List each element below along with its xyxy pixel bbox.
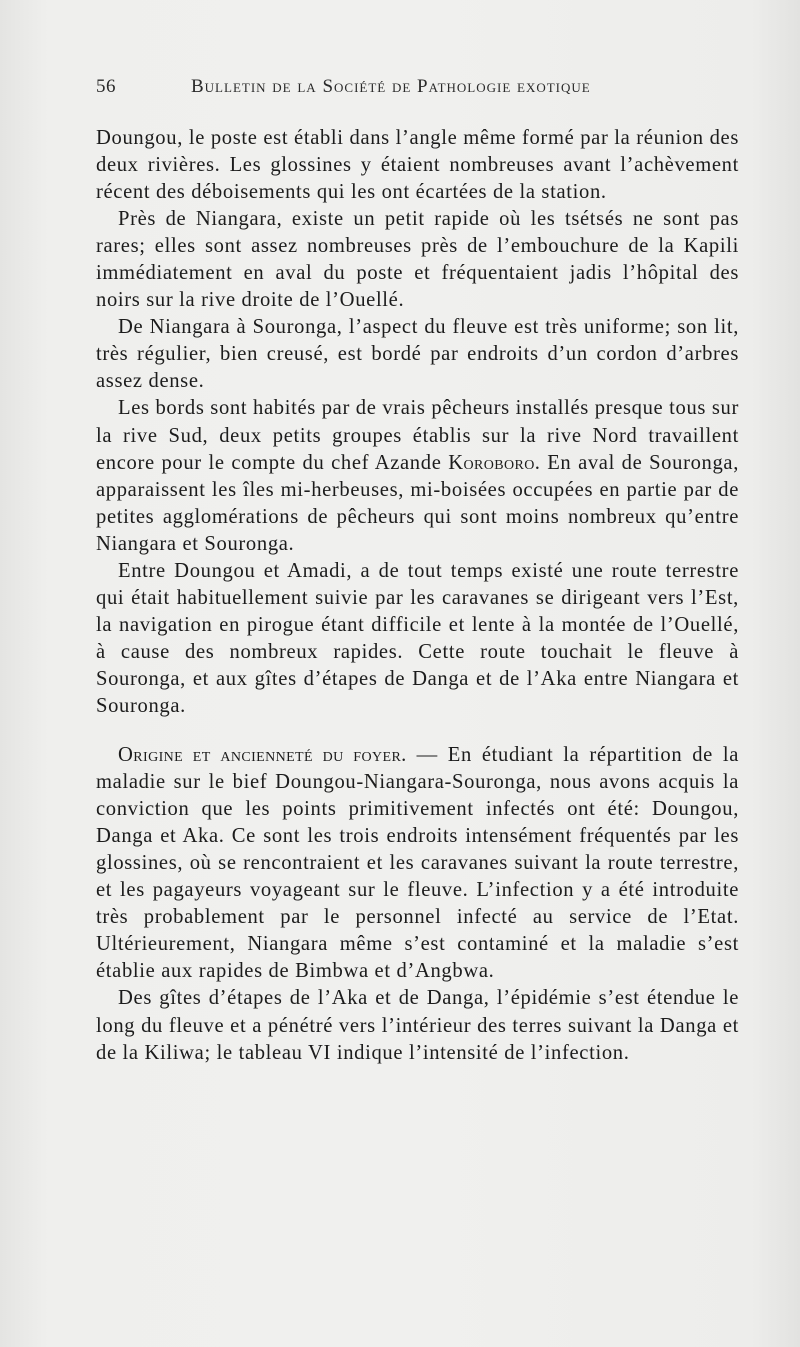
paragraph-5: Entre Doungou et Amadi, a de tout temps existé une route terrestre qui était habituellement suivie par les caravanes se dirigeant vers l’Est, la navigation en pirogue étant difficile et lente à la montée de l’Ouellé, à cause des nombreux rapides. Cette route touchait le fleuve à Souronga, et aux gîtes d’étapes de Danga et de l’Aka entre Niangara et Souronga. <box>96 559 739 717</box>
page-number: 56 <box>96 76 116 97</box>
paragraph-4-before: Les bords sont habités par de vrais pêcheurs installés presque tous sur la rive Sud, deux petits groupes établis sur la rive Nord travaillent encore pour le compte du chef Azande <box>96 397 739 474</box>
running-title: Bulletin de la Société de Pathologie exotique <box>191 76 591 97</box>
final-paragraph: Des gîtes d’étapes de l’Aka et de Danga, l’épidémie s’est étendue le long du fleuve et a pénétré vers l’intérieur des terres suivant la Danga et de la Kiliwa; le tableau VI indique l’intensité de l’infection. <box>96 987 739 1064</box>
section-text: — En étudiant la répartition de la maladie sur le bief Doungou-Niangara-Souronga, nous avons acquis la conviction que les points primitivement infectés ont été: Doungou, Danga et Aka. Ce sont les trois endroits intensément fréquentés par les glossines, où se rencontraient et les caravanes suivant la route terrestre, et les pagayeurs voyageant sur le fleuve. L’infection y a été introduite très probablement par le personnel infecté au service de l’Etat. Ultérieurement, Niangara même s’est contaminé et la maladie s’est établie aux rapides de Bimbwa et d’Angbwa. <box>96 744 739 983</box>
chief-name: Koroboro <box>448 451 535 474</box>
section-paragraph <box>96 742 739 985</box>
paragraph-4 <box>96 395 739 557</box>
paragraph-4-after: . En aval de Souronga, apparaissent les îles mi-herbeuses, mi-boisées occupées en partie par de petites agglomérations de pêcheurs qui sont moins nombreux qu’entre Niangara et Souronga. <box>96 451 740 555</box>
paragraph-1: Doungou, le poste est établi dans l’angle même formé par la réunion des deux rivières. Les glossines y étaient nombreuses avant l’achèvement récent des déboisements qui les ont écartées de la station. <box>96 127 739 204</box>
page-body <box>96 125 739 1067</box>
paragraph-2: Près de Niangara, existe un petit rapide où les tsétsés ne sont pas rares; elles sont assez nombreuses près de l’embouchure de la Kapili immédiatement en aval du poste et fréquentaient jadis l’hôpital des noirs sur la rive droite de l’Ouellé. <box>96 208 739 312</box>
section-heading: Origine et ancienneté du foyer. <box>118 744 407 767</box>
paragraph-3: De Niangara à Souronga, l’aspect du fleuve est très uniforme; son lit, très régulier, bien creusé, est bordé par endroits d’un cordon d’arbres assez dense. <box>96 316 739 393</box>
